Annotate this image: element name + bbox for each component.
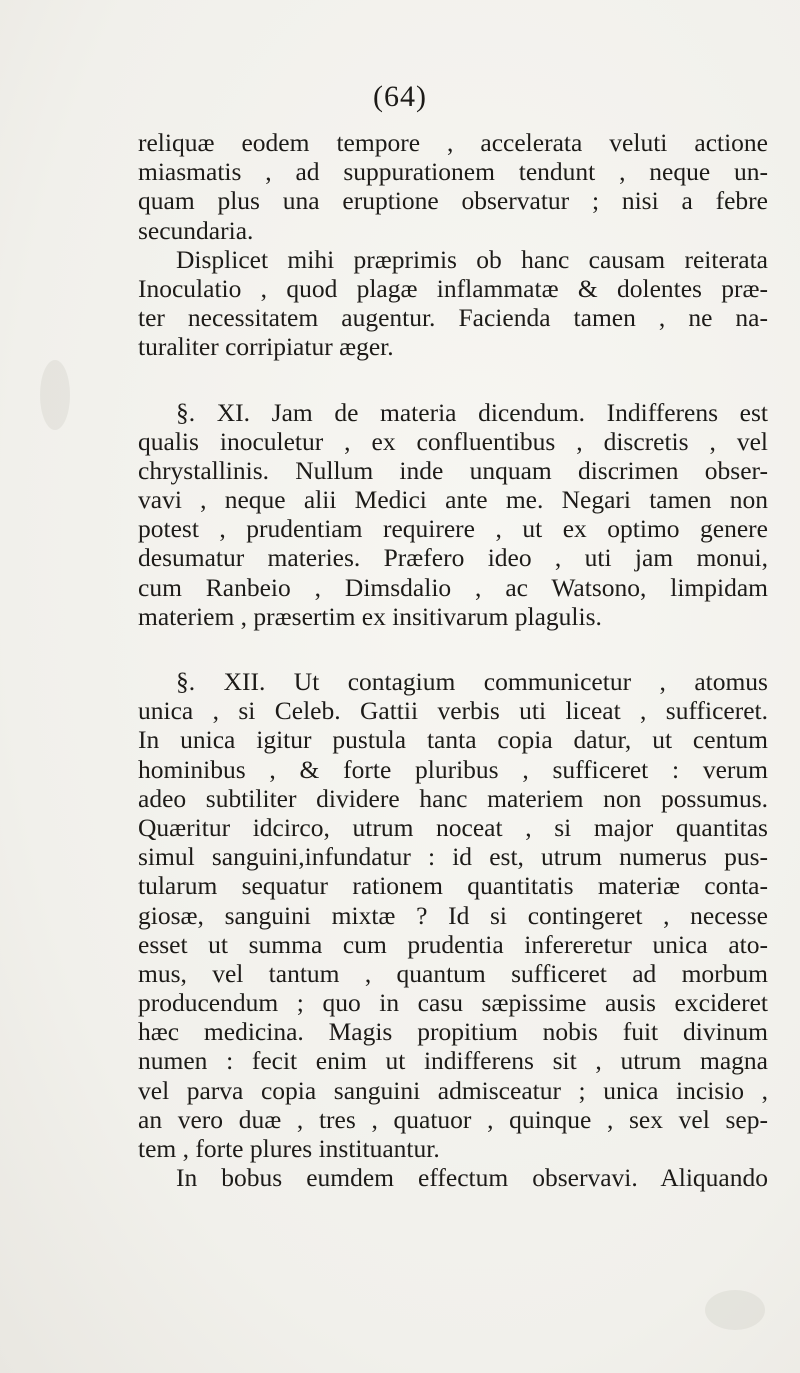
body-text (138, 128, 768, 1192)
text-line: qualis inoculetur , ex confluentibus , discretis , vel (138, 426, 768, 456)
text-line: turaliter corripiatur æger. (138, 332, 394, 362)
text-line: secundaria. (138, 215, 254, 245)
text-line: Displicet mihi præprimis ob hanc causam reiterata (176, 244, 768, 274)
text-line: giosæ, sanguini mixtæ ? Id si contingeret , necesse (138, 900, 768, 930)
text-line: tem , forte plures instituantur. (138, 1134, 440, 1163)
text-line: adeo subtiliter dividere hanc materiem non possumus. (138, 783, 768, 813)
section-heading-line: §. XI. Jam de materia dicendum. Indifferens est (176, 397, 768, 427)
text-line: vel parva copia sanguini admisceatur ; unica incisio , (138, 1075, 768, 1105)
text-line: Inoculatio , quod plagæ inflammatæ & dolentes præ- (138, 273, 768, 303)
text-line: an vero duæ , tres , quatuor , quinque , sex vel sep- (138, 1104, 768, 1134)
paper-stain (705, 1290, 765, 1330)
section-xi (138, 398, 768, 632)
section-xii (138, 667, 768, 1192)
text-line: miasmatis , ad suppurationem tendunt , neque un- (138, 157, 768, 187)
section-heading-line: §. XII. Ut contagium communicetur , atomus (176, 667, 768, 696)
text-line: cum Ranbeio , Dimsdalio , ac Watsono, limpidam (138, 572, 768, 602)
page-number: (64) (373, 80, 427, 113)
text-line: hominibus , & forte pluribus , sufficeret : verum (138, 754, 768, 784)
text-line: producendum ; quo in casu sæpissime ausis excideret (138, 988, 768, 1018)
text-line: potest , prudentiam requirere , ut ex optimo genere (138, 514, 768, 544)
text-line: reliquæ eodem tempore , accelerata veluti actione (138, 128, 768, 157)
paper-stain (40, 360, 70, 430)
paragraph-gap (138, 631, 768, 667)
text-line: quam plus una eruptione observatur ; nisi a febre (138, 186, 768, 216)
text-line: tularum sequatur rationem quantitatis materiæ conta- (138, 871, 768, 901)
text-line: unica , si Celeb. Gattii verbis uti liceat , sufficeret. (138, 696, 768, 726)
paragraph-gap (138, 362, 768, 398)
text-line: materiem , præsertim ex insitivarum plagulis. (138, 601, 602, 631)
text-line: mus, vel tantum , quantum sufficeret ad morbum (138, 958, 768, 988)
text-line: In bobus eumdem effectum observavi. Aliquando (176, 1163, 768, 1193)
text-line: esset ut summa cum prudentia infereretur unica ato- (138, 929, 768, 959)
text-line: vavi , neque alii Medici ante me. Negari tamen non (138, 485, 768, 515)
text-line: simul sanguini,infundatur : id est, utrum numerus pus- (138, 842, 768, 872)
paragraph-2 (138, 245, 768, 362)
text-line: Quæritur idcirco, utrum noceat , si major quantitas (138, 812, 768, 842)
text-line: numen : fecit enim ut indifferens sit , utrum magna (138, 1046, 768, 1076)
text-line: ter necessitatem augentur. Facienda tamen , ne na- (138, 303, 768, 333)
text-line: chrystallinis. Nullum inde unquam discrimen obser- (138, 455, 768, 485)
text-line: desumatur materies. Præfero ideo , uti jam monui, (138, 543, 768, 573)
text-line: hæc medicina. Magis propitium nobis fuit divinum (138, 1017, 768, 1047)
paragraph-1 (138, 128, 768, 245)
text-line: In unica igitur pustula tanta copia datur, ut centum (138, 725, 768, 755)
